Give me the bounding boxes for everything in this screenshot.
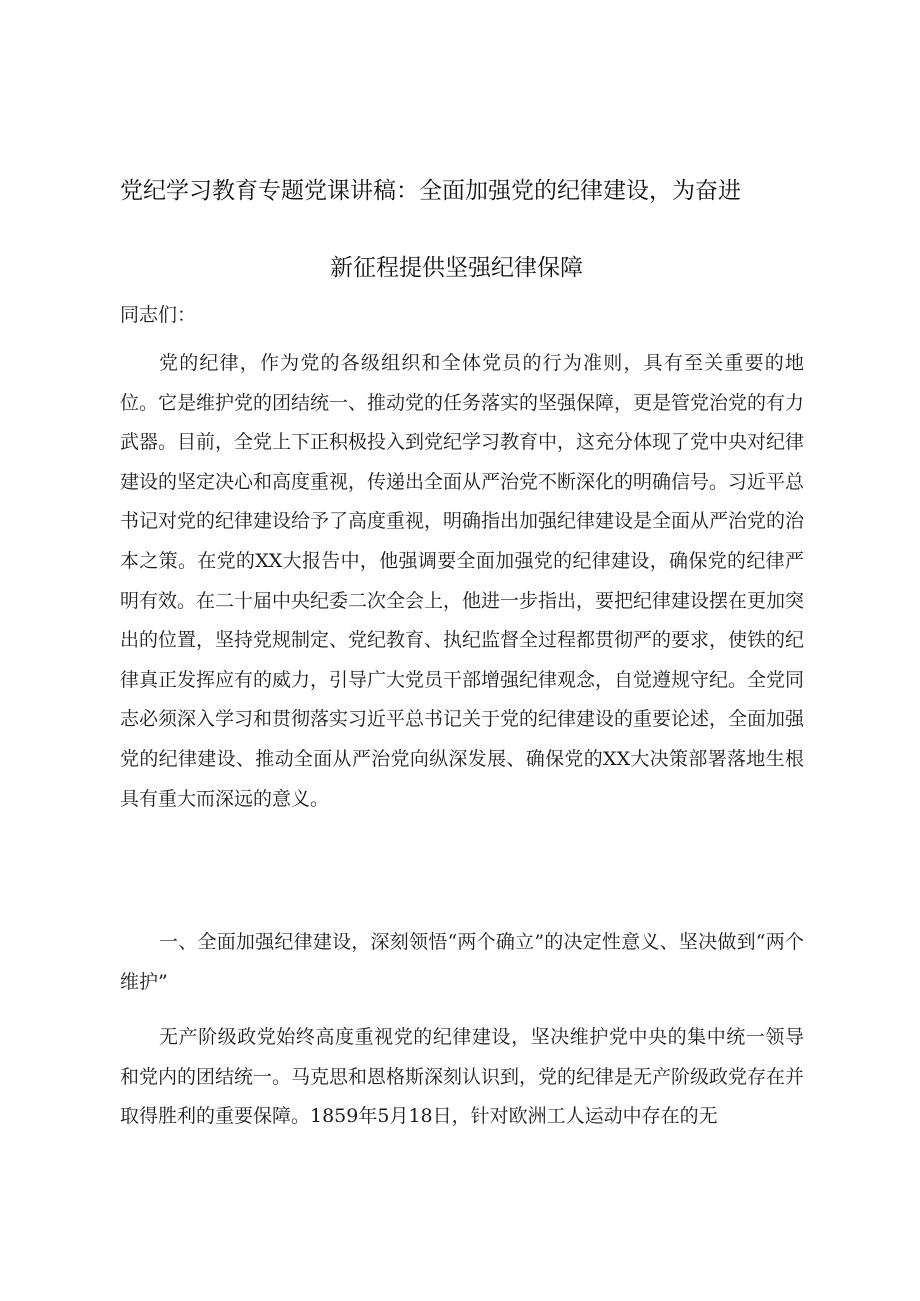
section-heading-1: 一、全面加强纪律建设，深刻领悟“两个确立”的决定性意义、坚决做到“两个维护” [120, 931, 804, 993]
paragraph-2: 无产阶级政党始终高度重视党的纪律建设，坚决维护党中央的集中统一领导和党内的团结统一。马克思和恩格斯深刻认识到，党的纪律是无产阶级政党存在并取得胜利的重要保障。1859年5月18日，针对欧洲工人运动中存在的无 [120, 1026, 805, 1128]
document-title-line-2: 新征程提供坚强纪律保障 [330, 255, 583, 281]
document-title-line-1: 党纪学习教育专题党课讲稿：全面加强党的纪律建设，为奋进 [120, 178, 741, 204]
paragraph-1: 党的纪律，作为党的各级组织和全体党员的行为准则，具有至关重要的地位。它是维护党的团结统一、推动党的任务落实的坚强保障，更是管党治党的有力武器。目前，全党上下正积极投入到党纪学习教育中，这充分体现了党中央对纪律建设的坚定决心和高度重视，传递出全面从严治党不断深化的明确信号。习近平总书记对党的纪律建设给予了高度重视，明确指出加强纪律建设是全面从严治党的治本之策。在党的XX大报告中，他强调要全面加强党的纪律建设，确保党的纪律严明有效。在二十届中央纪委二次全会上，他进一步指出，要把纪律建设摆在更加突出的位置，坚持党规制定、党纪教育、执纪监督全过程都贯彻严的要求，使铁的纪律真正发挥应有的威力，引导广大党员干部增强纪律观念，自觉遵规守纪。全党同志必须深入学习和贯彻落实习近平总书记关于党的纪律建设的重要论述，全面加强党的纪律建设、推动全面从严治党向纵深发展、确保党的XX大决策部署落地生根具有重大而深远的意义。 [120, 352, 805, 810]
salutation: 同志们： [120, 304, 197, 326]
